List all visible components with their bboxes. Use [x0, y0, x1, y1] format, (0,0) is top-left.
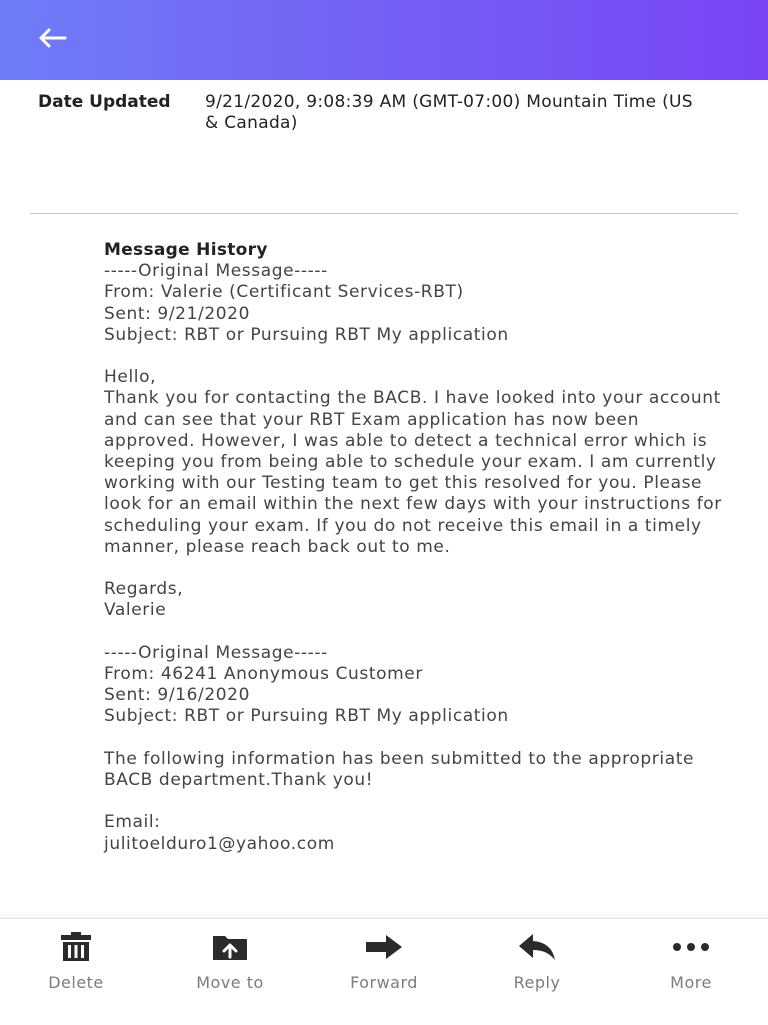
- original-message-separator: -----Original Message-----: [104, 642, 328, 663]
- email-value[interactable]: julitoelduro1@yahoo.com: [104, 833, 335, 854]
- trash-icon: [56, 929, 96, 965]
- more-label: More: [670, 973, 712, 992]
- bottom-toolbar: [0, 918, 768, 1025]
- date-updated-label: Date Updated: [38, 92, 171, 112]
- email-label: Email:: [104, 812, 161, 833]
- original-message-separator: -----Original Message-----: [104, 261, 328, 282]
- more-dots-icon: [671, 929, 711, 965]
- more-button[interactable]: [631, 919, 751, 1019]
- message-sent: Sent: 9/16/2020: [104, 685, 250, 706]
- message-from: From: 46241 Anonymous Customer: [104, 664, 423, 685]
- move-to-button[interactable]: [170, 919, 290, 1019]
- message-body: Thank you for contacting the BACB. I have looked into your account and can see that your RBT Exam application has now been approved. However, I was able to detect a technical error which is keeping you from being able to schedule your exam. I am currently working with our Testing team to get this resolved for you. Please look for an email within the next few days with your instructions for scheduling your exam. If you do not receive this email in a timely manner, please reach back out to me.: [104, 388, 722, 557]
- message-history-title: Message History: [104, 240, 268, 260]
- forward-label: Forward: [350, 973, 418, 992]
- message-subject: Subject: RBT or Pursuing RBT My application: [104, 324, 509, 345]
- message-sent: Sent: 9/21/2020: [104, 303, 250, 324]
- message-body: The following information has been submitted to the appropriate BACB department.Thank you!: [104, 748, 695, 791]
- back-button[interactable]: [30, 20, 74, 60]
- message-signature: Valerie: [104, 600, 167, 621]
- delete-button[interactable]: [16, 919, 136, 1019]
- message-greeting: Hello,: [104, 367, 157, 388]
- forward-arrow-icon: [364, 929, 404, 965]
- message-history: [104, 240, 724, 855]
- reply-arrow-icon: [517, 929, 557, 965]
- move-to-label: Move to: [196, 973, 264, 992]
- section-divider: [30, 213, 738, 214]
- reply-button[interactable]: [477, 919, 597, 1019]
- reply-label: Reply: [513, 973, 561, 992]
- arrow-left-icon: [37, 27, 67, 53]
- date-updated-value: 9/21/2020, 9:08:39 AM (GMT-07:00) Mountain Time (US & Canada): [205, 92, 693, 133]
- message-from: From: Valerie (Certificant Services-RBT): [104, 282, 464, 303]
- delete-label: Delete: [48, 973, 104, 992]
- forward-button[interactable]: [324, 919, 444, 1019]
- app-header: [0, 0, 768, 80]
- message-closing: Regards,: [104, 579, 184, 600]
- folder-move-icon: [210, 929, 250, 965]
- message-subject: Subject: RBT or Pursuing RBT My application: [104, 706, 509, 727]
